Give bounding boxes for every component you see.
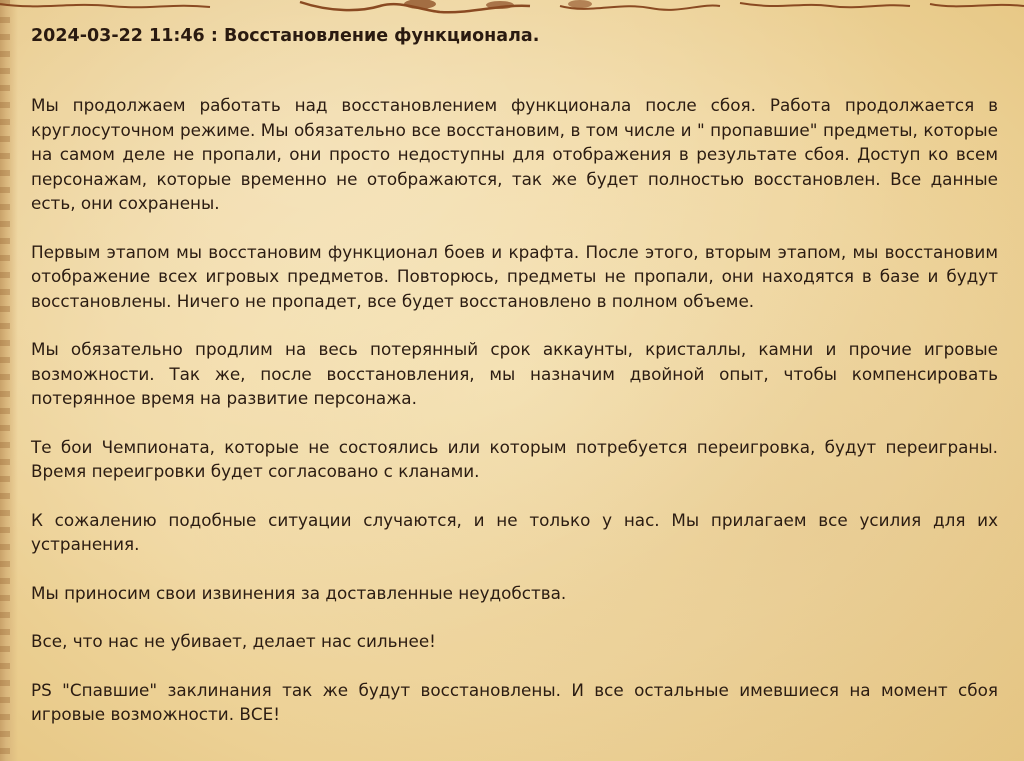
- post-paragraph: Те бои Чемпионата, которые не состоялись или которым потребуется переигровка, будут переиграны. Время переигровки будет согласовано с кланами.: [31, 436, 998, 481]
- post-paragraph: К сожалению подобные ситуации случаются, и не только у нас. Мы прилагаем все усилия для их устранения.: [31, 509, 998, 554]
- post-date: 2024-03-22 11:46: [31, 26, 205, 46]
- post-paragraph: PS "Спавшие" заклинания так же будут восстановлены. И все остальные имевшиеся на момент сбоя игровые возможности. ВСЕ!: [31, 679, 998, 724]
- post-paragraph: Все, что нас не убивает, делает нас сильнее!: [31, 631, 436, 651]
- news-post: [31, 24, 998, 751]
- post-paragraph: Мы обязательно продлим на весь потерянный срок аккаунты, кристаллы, камни и прочие игровые возможности. Так же, после восстановления, мы назначим двойной опыт, чтобы компенсировать потерянное время на развитие персонажа.: [31, 339, 998, 408]
- post-header-separator: :: [204, 26, 224, 46]
- post-header: [31, 24, 998, 48]
- post-title: Восстановление функционала.: [223, 26, 540, 46]
- post-paragraph: Первым этапом мы восстановим функционал боев и крафта. После этого, вторым этапом, мы восстановим отображение всех игровых предметов. Повторюсь, предметы не пропали, они находятся в базе и будут восстановлены. Ничего не пропадет, все будет восстановлено в полном объеме.: [31, 241, 998, 311]
- post-paragraph: Мы продолжаем работать над восстановлением функционала после сбоя. Работа продолжается в круглосуточном режиме. Мы обязательно все восстановим, в том числе и " пропавшие" предметы, которые на самом деле не пропали, они просто недоступны для отображения в результате сбоя. Доступ ко всем персонажам, которые временно не отображаются, так же будет полностью восстановлен. Все данные есть, они сохранены.: [31, 95, 998, 213]
- parchment-left-edge: [0, 0, 18, 761]
- scroll-ornament: [0, 0, 1024, 16]
- post-paragraph: Мы приносим свои извинения за доставленные неудобства.: [31, 582, 567, 603]
